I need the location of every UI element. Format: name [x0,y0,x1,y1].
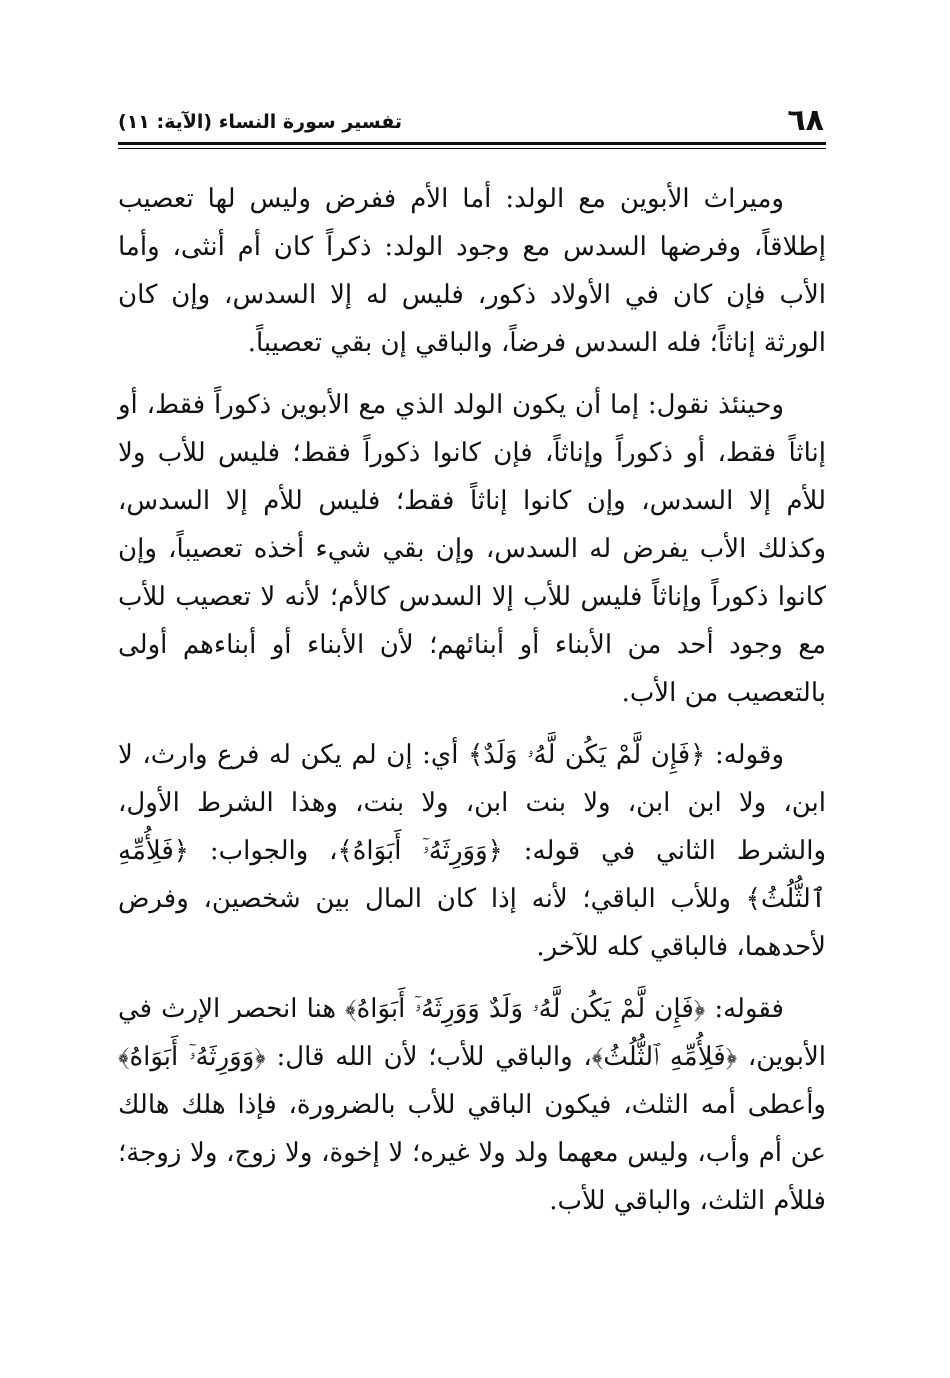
paragraph-first-condition: وقوله: ﴿فَإِن لَّمْ يَكُن لَّهُۥ وَلَدٌ﴾ أي: إن لم يكن له فرع وارث، لا ابن، ولا ابن ابن، ولا بنت ابن، ولا بنت، وهذا الشرط الأول، والشرط الثاني في قوله: ﴿وَوَرِثَهُۥٓ أَبَوَاهُ﴾، والجواب: ﴿فَلِأُمِّهِ ٱلثُّلُثُ﴾ وللأب الباقي؛ لأنه إذا كان المال بين شخصين، وفرض لأحدهما، فالباقي كله للآخر. [118,740,826,962]
paragraph-inheritance-confined: فقوله: ﴿فَإِن لَّمْ يَكُن لَّهُۥ وَلَدٌ وَوَرِثَهُۥٓ أَبَوَاهُ﴾ هنا انحصر الإرث في الأبوين، ﴿فَلِأُمِّهِ ٱلثُّلُثُ﴾، والباقي للأب؛ لأن الله قال: ﴿وَوَرِثَهُۥٓ أَبَوَاهُ﴾ وأعطى أمه الثلث، فيكون الباقي للأب بالضرورة، فإذا هلك هالك عن أم وأب، وليس معهما ولد ولا غيره؛ لا إخوة، ولا زوج، ولا زوجة؛ فللأم الثلث، والباقي للأب. [118,994,826,1216]
page-header [118,96,826,136]
header-rule-thin [118,148,826,149]
paragraph-parents-inheritance: وميراث الأبوين مع الولد: أما الأم ففرض وليس لها تعصيب إطلاقاً، وفرضها السدس مع وجود الولد: ذكراً كان أم أنثى، وأما الأب فإن كان في الأولاد ذكور، فليس له إلا السدس، وإن كان الورثة إناثاً؛ فله السدس فرضاً، والباقي إن بقي تعصيباً. [118,184,826,358]
paragraph-cases: وحينئذ نقول: إما أن يكون الولد الذي مع الأبوين ذكوراً فقط، أو إناثاً فقط، أو ذكوراً وإناثاً، فإن كانوا ذكوراً فقط؛ فليس للأب ولا للأم إلا السدس، وإن كانوا إناثاً فقط؛ فليس للأم إلا السدس، وكذلك الأب يفرض له السدس، وإن بقي شيء أخذه تعصيباً، وإن كانوا ذكوراً وإناثاً فليس للأب إلا السدس كالأم؛ لأنه لا تعصيب للأب مع وجود أحد من الأبناء أو أبنائهم؛ لأن الأبناء أو أبناءهم أولى بالتعصيب من الأب. [118,390,826,708]
header-rule-thick [118,142,826,145]
body-text [118,175,826,1225]
page-number: ٦٨ [787,103,824,138]
running-title: تفسير سورة النساء (الآية: ١١) [118,111,403,133]
book-page [118,96,826,1239]
